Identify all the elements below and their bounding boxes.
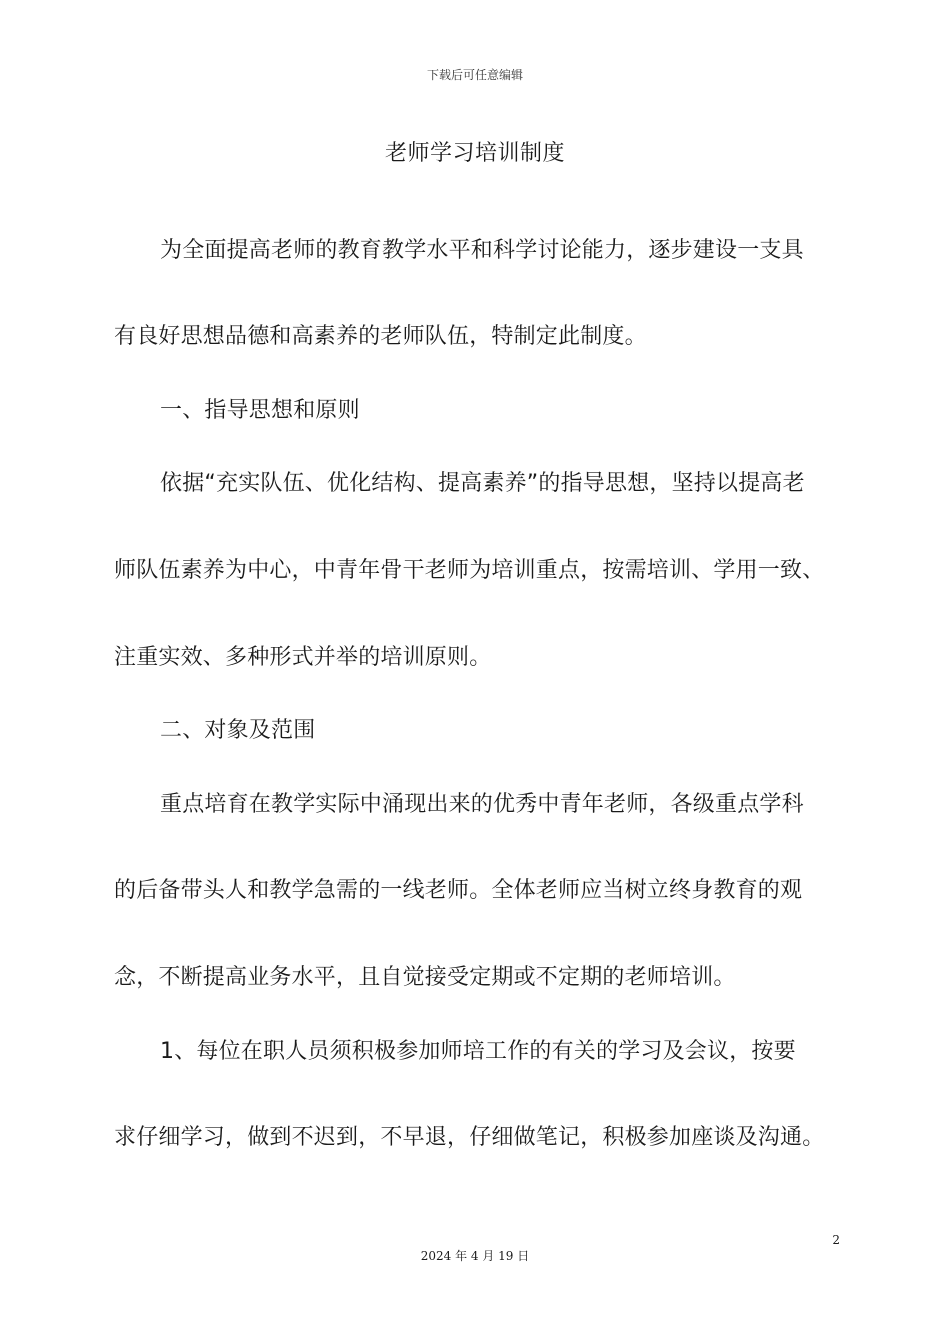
paragraph-line: 念，不断提高业务水平，且自觉接受定期或不定期的老师培训。	[114, 965, 736, 990]
section-heading: 一、指导思想和原则	[160, 398, 360, 423]
page-number: 2	[832, 1233, 840, 1247]
paragraph-line: 依据“充实队伍、优化结构、提高素养”的指导思想，坚持以提高老	[160, 471, 805, 496]
paragraph-line: 求仔细学习，做到不迟到，不早退，仔细做笔记，积极参加座谈及沟通。	[114, 1125, 825, 1150]
paragraph-line: 有良好思想品德和高素养的老师队伍，特制定此制度。	[114, 324, 647, 349]
section-heading: 二、对象及范围	[160, 718, 316, 743]
paragraph-line: 为全面提高老师的教育教学水平和科学讨论能力，逐步建设一支具	[160, 238, 804, 263]
footer-date: 2024 年 4 月 19 日	[420, 1249, 530, 1263]
paragraph-line: 注重实效、多种形式并举的培训原则。	[114, 645, 492, 670]
paragraph-line: 的后备带头人和教学急需的一线老师。全体老师应当树立终身教育的观	[114, 878, 803, 903]
document-title: 老师学习培训制度	[384, 141, 565, 166]
paragraph-line: 1、每位在职人员须积极参加师培工作的有关的学习及会议，按要	[160, 1039, 796, 1064]
paragraph-line: 师队伍素养为中心，中青年骨干老师为培训重点，按需培训、学用一致、	[114, 558, 825, 583]
paragraph-line: 重点培育在教学实际中涌现出来的优秀中青年老师，各级重点学科	[160, 792, 804, 817]
header-note: 下载后可任意编辑	[426, 68, 523, 82]
